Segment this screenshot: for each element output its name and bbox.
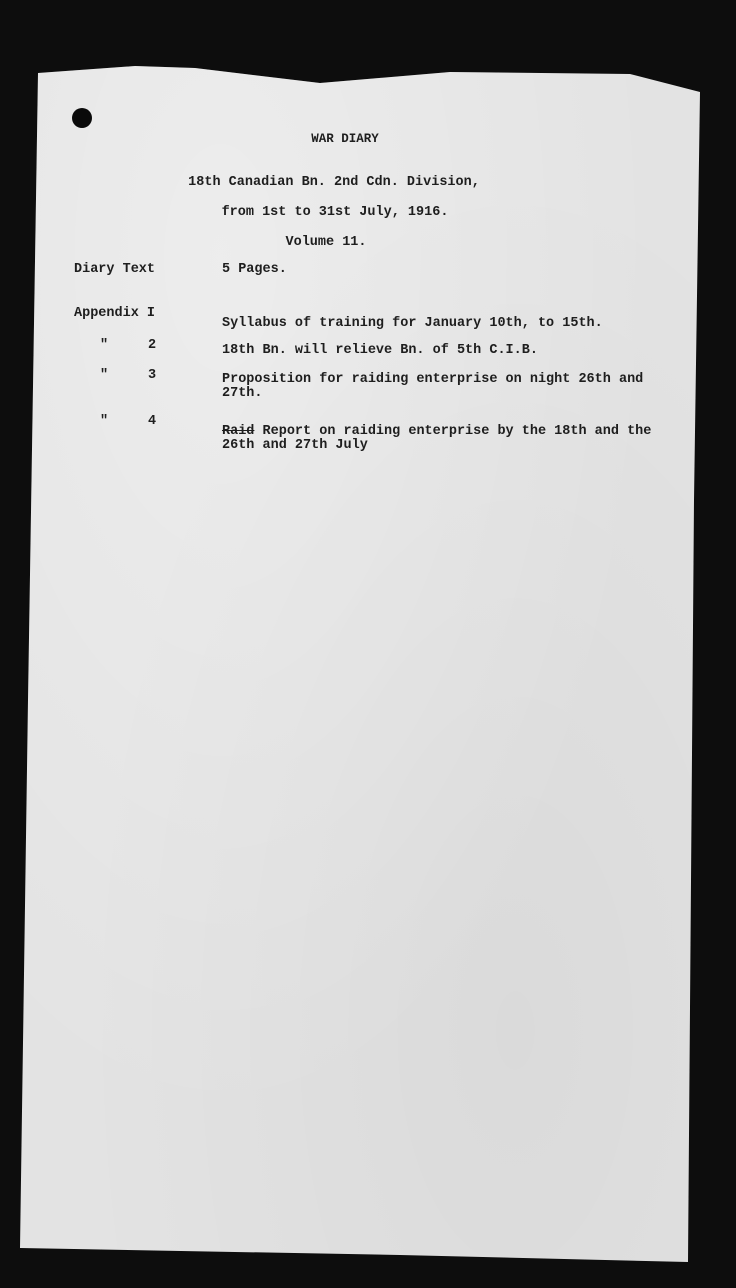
diary-text-label: Diary Text (74, 262, 156, 277)
struck-word: Raid (222, 424, 255, 439)
appendix-4-number: 4 (148, 414, 157, 429)
appendix-3-number: 3 (148, 368, 157, 383)
punch-hole (72, 108, 92, 128)
appendix-2-description: 18th Bn. will relieve Bn. of 5th C.I.B. (222, 343, 538, 358)
appendix-2-number: 2 (148, 338, 157, 353)
unit-heading: 18th Canadian Bn. 2nd Cdn. Division, (188, 175, 480, 190)
document-title: WAR DIARY (311, 132, 379, 146)
diary-text-value: 5 Pages. (222, 262, 287, 277)
date-range: from 1st to 31st July, 1916. (221, 205, 449, 220)
appendix-1-description: Syllabus of training for January 10th, to 15th. (222, 316, 603, 331)
ditto-mark: " (100, 338, 109, 353)
appendix-3-description: Proposition for raiding enterprise on night 26th and 27th. (222, 372, 644, 401)
appendix-4-description (222, 425, 662, 453)
appendix-label: Appendix I (74, 306, 156, 321)
ditto-mark: " (100, 368, 109, 383)
appendix-4-text: Report on raiding enterprise by the 18th and the 26th and 27th July (222, 424, 652, 453)
volume-number: Volume 11. (285, 235, 367, 250)
ditto-mark: " (100, 414, 109, 429)
